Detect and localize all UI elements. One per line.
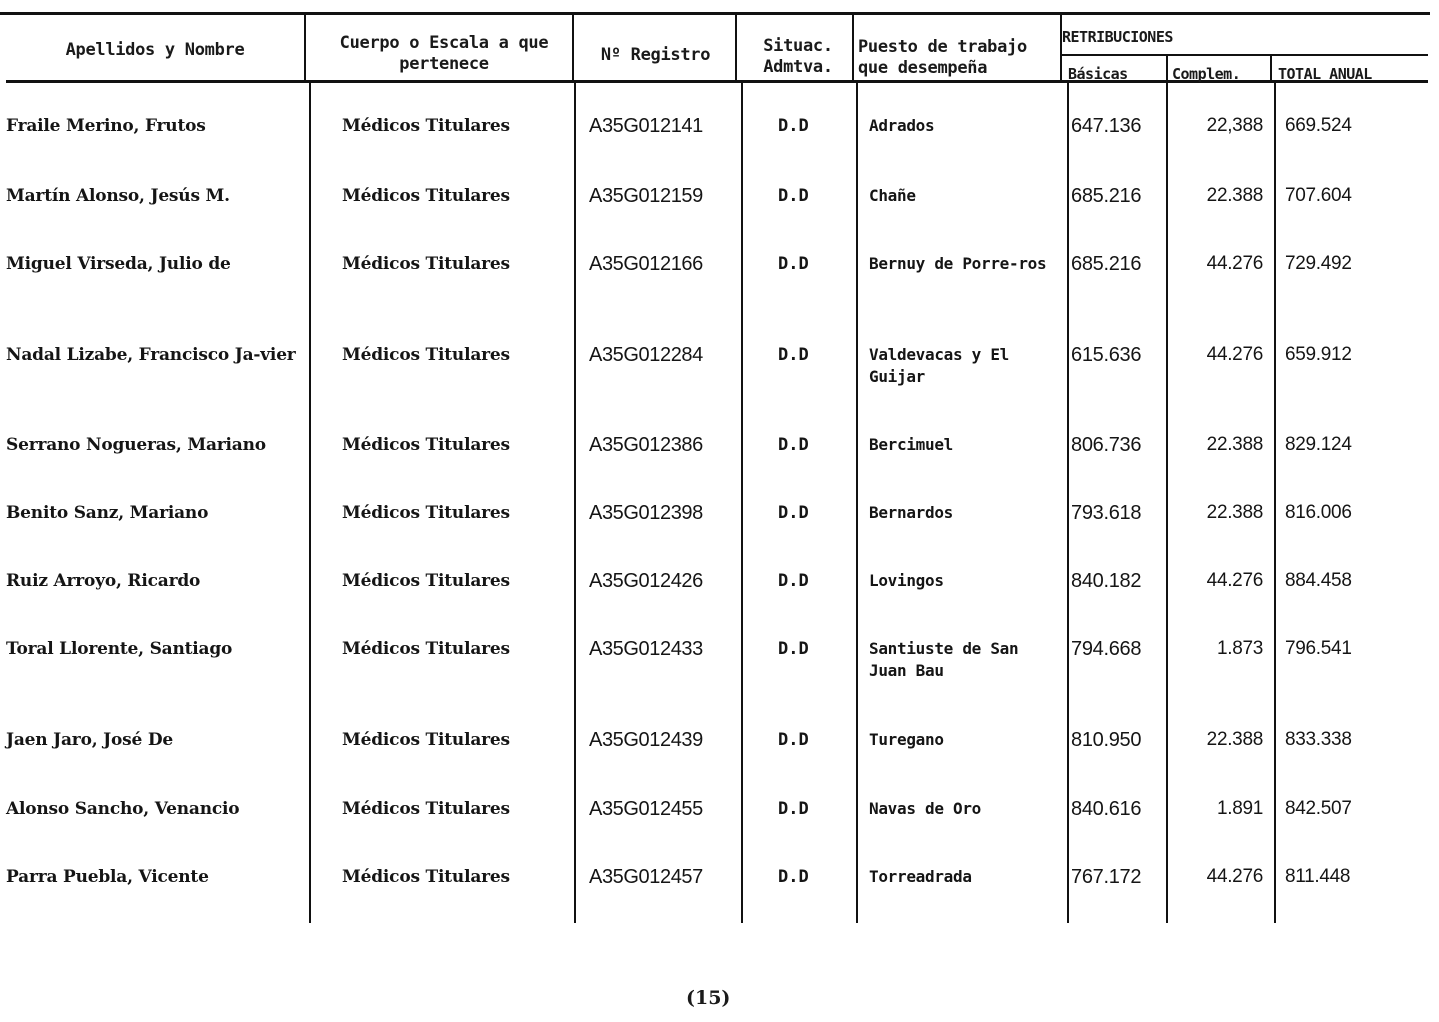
cell-registro: A35G012439 (589, 729, 703, 751)
cell-basicas: 793.618 (1071, 502, 1142, 524)
col-header-situacion: Situac. Admtva. (763, 36, 833, 77)
cell-complem: 22,388 (1206, 115, 1263, 136)
cell-nombre: Miguel Virseda, Julio de (6, 254, 231, 274)
table-row (0, 638, 1439, 698)
cell-registro: A35G012455 (589, 798, 703, 820)
cell-nombre: Benito Sanz, Mariano (6, 503, 209, 523)
cell-registro: A35G012457 (589, 866, 703, 888)
table-row (0, 866, 1439, 926)
cell-situacion: D.D (778, 867, 809, 887)
table-row (0, 798, 1439, 858)
cell-situacion: D.D (778, 799, 809, 819)
header-divider-1 (304, 14, 306, 82)
cell-total: 669.524 (1285, 115, 1352, 136)
cell-nombre: Martín Alonso, Jesús M. (6, 186, 230, 206)
cell-cuerpo: Médicos Titulares (342, 730, 510, 750)
cell-total: 811.448 (1285, 866, 1351, 887)
cell-registro: A35G012166 (589, 253, 703, 275)
cell-basicas: 806.736 (1071, 434, 1142, 456)
cell-registro: A35G012433 (589, 638, 703, 660)
col-header-cuerpo: Cuerpo o Escala a que pertenece (339, 33, 549, 74)
col-header-puesto: Puesto de trabajo que desempeña (858, 37, 1027, 78)
cell-nombre: Serrano Nogueras, Mariano (6, 435, 266, 455)
cell-basicas: 647.136 (1071, 115, 1142, 137)
cell-cuerpo: Médicos Titulares (342, 116, 510, 136)
cell-nombre: Fraile Merino, Frutos (6, 116, 206, 136)
header-divider-5 (1060, 14, 1062, 82)
cell-complem: 44.276 (1206, 570, 1263, 591)
page-number: (15) (686, 987, 731, 1009)
cell-situacion: D.D (778, 730, 809, 750)
cell-registro: A35G012159 (589, 185, 703, 207)
cell-complem: 22.388 (1206, 729, 1263, 750)
cell-complem: 22.388 (1206, 185, 1263, 206)
cell-complem: 1.873 (1216, 638, 1263, 659)
cell-nombre: Parra Puebla, Vicente (6, 867, 209, 887)
cell-total: 829.124 (1285, 434, 1352, 455)
cell-situacion: D.D (778, 435, 809, 455)
table-row (0, 344, 1439, 404)
col-header-nombre: Apellidos y Nombre (65, 40, 245, 60)
cell-total: 796.541 (1285, 638, 1352, 659)
cell-situacion: D.D (778, 116, 809, 136)
col-header-registro: Nº Registro (600, 45, 711, 65)
cell-puesto: Chañe (869, 186, 916, 205)
cell-basicas: 794.668 (1071, 638, 1142, 660)
header-top-rule (0, 12, 1430, 15)
cell-puesto: Bernuy de Porre-ros (869, 254, 1047, 273)
cell-basicas: 685.216 (1071, 253, 1142, 275)
cell-cuerpo: Médicos Titulares (342, 345, 510, 365)
cell-total: 842.507 (1285, 798, 1352, 819)
cell-puesto: Bercimuel (869, 435, 953, 454)
header-divider-2 (572, 14, 574, 82)
cell-cuerpo: Médicos Titulares (342, 639, 510, 659)
cell-nombre: Toral Llorente, Santiago (6, 639, 233, 659)
cell-cuerpo: Médicos Titulares (342, 254, 510, 274)
cell-puesto: Navas de Oro (869, 799, 981, 818)
cell-puesto: Santiuste de San Juan Bau (869, 639, 1019, 680)
cell-registro: A35G012284 (589, 344, 703, 366)
table-row (0, 729, 1439, 789)
table-row (0, 115, 1439, 175)
table-row (0, 185, 1439, 245)
header-divider-4 (852, 14, 854, 82)
cell-nombre: Alonso Sancho, Venancio (6, 799, 240, 819)
cell-situacion: D.D (778, 639, 809, 659)
table-row (0, 434, 1439, 494)
cell-total: 816.006 (1285, 502, 1352, 523)
cell-cuerpo: Médicos Titulares (342, 186, 510, 206)
cell-situacion: D.D (778, 254, 809, 274)
table-row (0, 570, 1439, 630)
cell-situacion: D.D (778, 571, 809, 591)
table-row (0, 253, 1439, 313)
cell-basicas: 840.182 (1071, 570, 1142, 592)
cell-cuerpo: Médicos Titulares (342, 503, 510, 523)
header-divider-6 (1166, 56, 1168, 82)
header-divider-3 (735, 14, 737, 82)
cell-nombre: Jaen Jaro, José De (6, 730, 173, 750)
cell-registro: A35G012141 (589, 115, 703, 137)
cell-cuerpo: Médicos Titulares (342, 435, 510, 455)
table-row (0, 502, 1439, 562)
cell-basicas: 615.636 (1071, 344, 1142, 366)
cell-basicas: 767.172 (1071, 866, 1142, 888)
retribuciones-divider-rule (1062, 54, 1428, 56)
col-header-retribuciones: RETRIBUCIONES (1062, 28, 1173, 46)
cell-total: 884.458 (1285, 570, 1352, 591)
cell-puesto: Turegano (869, 730, 944, 749)
col-header-basicas: Básicas (1068, 65, 1128, 83)
cell-registro: A35G012386 (589, 434, 703, 456)
cell-puesto: Valdevacas y El Guijar (869, 345, 1009, 386)
cell-registro: A35G012398 (589, 502, 703, 524)
cell-cuerpo: Médicos Titulares (342, 867, 510, 887)
cell-complem: 44.276 (1206, 253, 1263, 274)
cell-complem: 1.891 (1216, 798, 1263, 819)
cell-complem: 22.388 (1206, 434, 1263, 455)
cell-puesto: Lovingos (869, 571, 944, 590)
cell-basicas: 810.950 (1071, 729, 1142, 751)
cell-cuerpo: Médicos Titulares (342, 799, 510, 819)
cell-complem: 22.388 (1206, 502, 1263, 523)
cell-nombre: Ruiz Arroyo, Ricardo (6, 571, 201, 591)
cell-cuerpo: Médicos Titulares (342, 571, 510, 591)
cell-puesto: Adrados (869, 116, 935, 135)
col-header-complem: Complem. (1172, 65, 1241, 83)
cell-situacion: D.D (778, 186, 809, 206)
cell-total: 707.604 (1285, 185, 1352, 206)
cell-total: 833.338 (1285, 729, 1352, 750)
cell-complem: 44.276 (1206, 344, 1263, 365)
cell-total: 729.492 (1285, 253, 1352, 274)
cell-puesto: Torreadrada (869, 867, 972, 886)
cell-basicas: 840.616 (1071, 798, 1142, 820)
cell-total: 659.912 (1285, 344, 1352, 365)
cell-nombre: Nadal Lizabe, Francisco Ja-vier (6, 345, 296, 365)
cell-situacion: D.D (778, 345, 809, 365)
cell-situacion: D.D (778, 503, 809, 523)
col-header-total: TOTAL ANUAL (1278, 65, 1372, 83)
cell-basicas: 685.216 (1071, 185, 1142, 207)
cell-puesto: Bernardos (869, 503, 953, 522)
cell-complem: 44.276 (1206, 866, 1263, 887)
cell-registro: A35G012426 (589, 570, 703, 592)
header-divider-7 (1270, 56, 1272, 82)
